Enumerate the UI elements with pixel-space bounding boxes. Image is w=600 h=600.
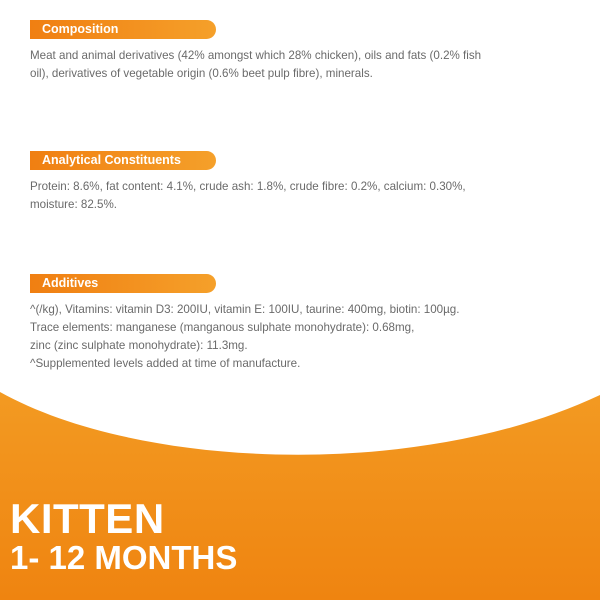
- additives-line-2: Trace elements: manganese (manganous sulphate monohydrate): 0.68mg,: [30, 321, 415, 334]
- additives-line-4: ^Supplemented levels added at time of manufacture.: [30, 357, 301, 370]
- composition-line-1: Meat and animal derivatives (42% amongst which 28% chicken), oils and fats (0.2% fish: [30, 49, 482, 62]
- composition-section: [30, 20, 590, 83]
- composition-line-2: oil), derivatives of vegetable origin (0.6% beet pulp fibre), minerals.: [30, 67, 373, 80]
- kitten-title: KITTEN: [10, 495, 165, 542]
- additives-heading: Additives: [30, 274, 216, 293]
- analytical-line-1: Protein: 8.6%, fat content: 4.1%, crude ash: 1.8%, crude fibre: 0.2%, calcium: 0.30%,: [30, 180, 466, 193]
- additives-line-1: ^(/kg), Vitamins: vitamin D3: 200IU, vitamin E: 100IU, taurine: 400mg, biotin: 100µg.: [30, 303, 460, 316]
- analytical-line-2: moisture: 82.5%.: [30, 198, 117, 211]
- analytical-section: [30, 151, 590, 214]
- additives-section: [30, 274, 590, 373]
- composition-text: [30, 47, 590, 83]
- age-range-subtitle: 1- 12 MONTHS: [10, 539, 238, 576]
- composition-heading: Composition: [30, 20, 216, 39]
- additives-text: [30, 301, 590, 373]
- analytical-text: [30, 178, 590, 214]
- additives-line-3: zinc (zinc sulphate monohydrate): 11.3mg.: [30, 339, 248, 352]
- analytical-heading: Analytical Constituents: [30, 151, 216, 170]
